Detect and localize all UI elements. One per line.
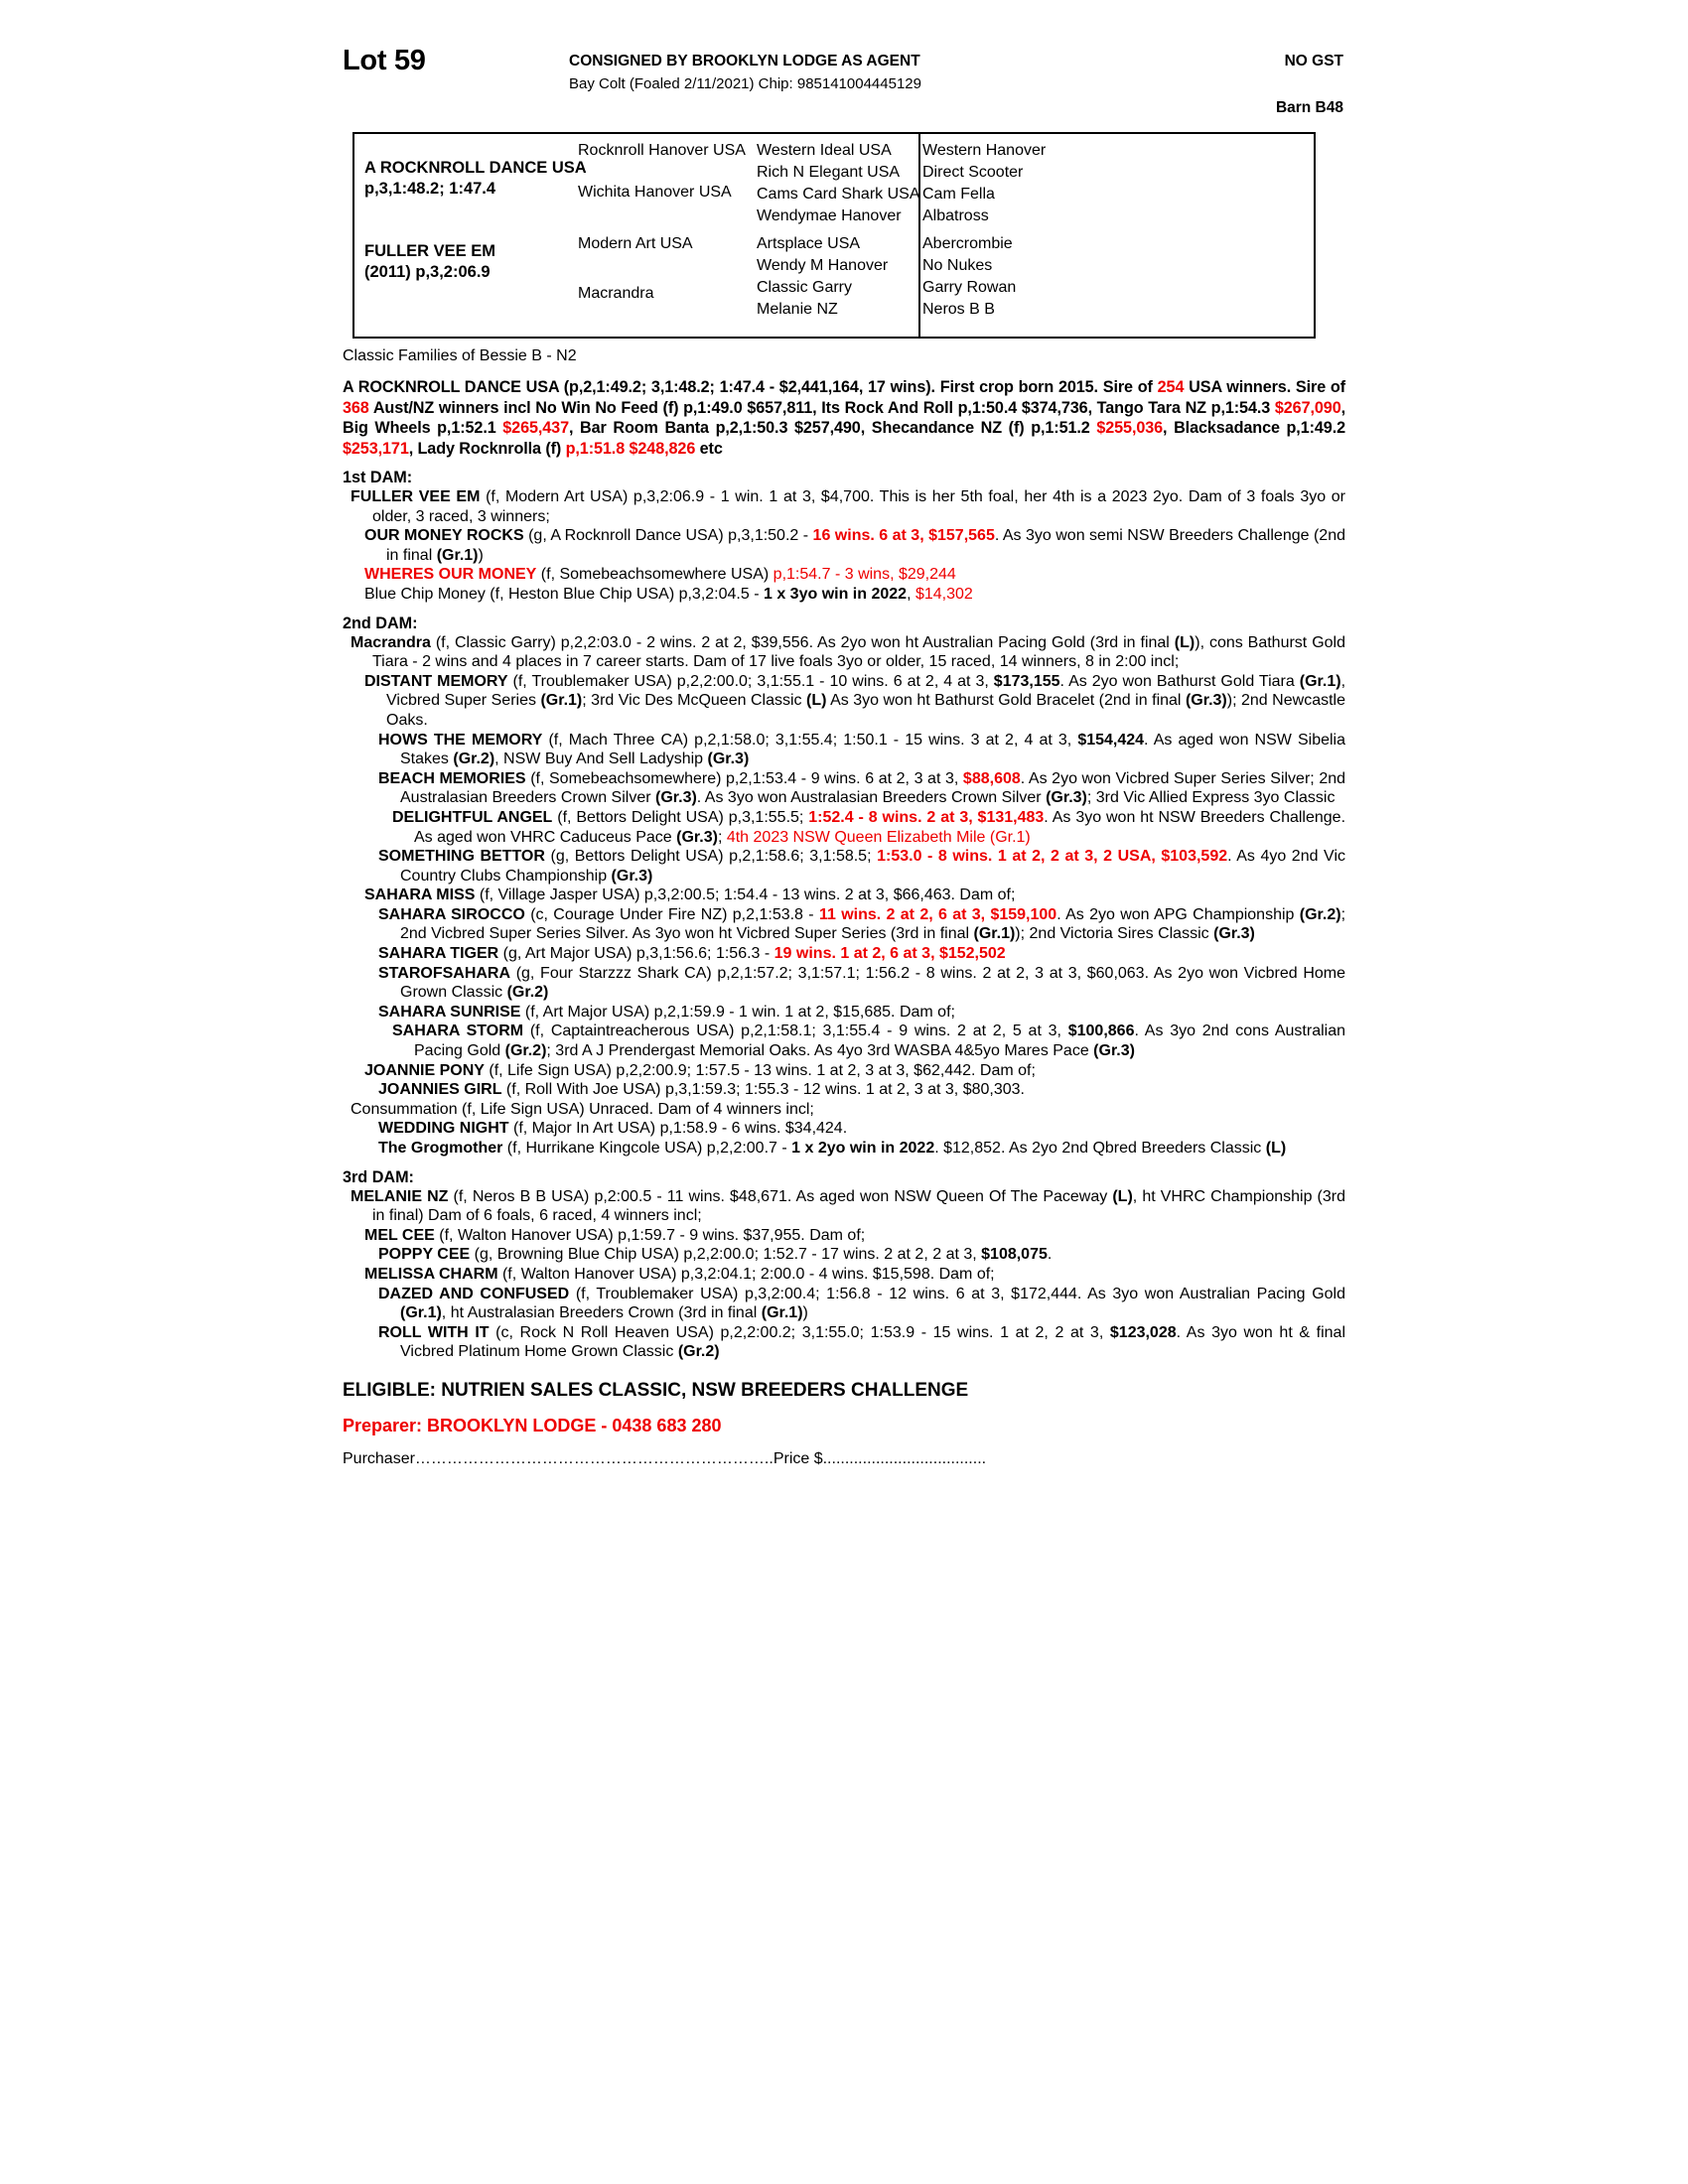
text-run: Blue Chip Money (f, Heston Blue Chip USA) p,3,2:04.5 - [364,585,764,603]
text-run: (Gr.2) [677,1343,720,1361]
pedigree-entry [351,1187,1345,1226]
text-run: POPPY CEE [378,1246,471,1264]
text-run: ; 2nd Vicbred Super Series Silver. As 3yo won ht Vicbred Super Series (3rd in final [400,905,1346,943]
text-run: (Gr.3) [707,751,750,768]
page-header [343,45,1345,124]
text-run: $88,608 [962,769,1021,787]
text-run: (L) [806,692,827,710]
barn-number: Barn B48 [1275,99,1343,116]
pedigree-g3-8: Melanie NZ [757,301,838,318]
text-run: 1 x 2yo win in 2022 [791,1140,935,1157]
text-run: (Gr.1) [540,692,583,710]
text-run: (Gr.3) [676,828,718,846]
text-run: (Gr.3) [1093,1042,1135,1060]
sire-record: p,3,1:48.2; 1:47.4 [364,180,496,198]
text-run: 1:52.4 - 8 wins. 2 at 3, $131,483 [808,808,1045,826]
pedigree-g2-1: Rocknroll Hanover USA [578,142,746,159]
pedigree-g4-6: No Nukes [922,257,993,274]
pedigree-g4-7: Garry Rowan [922,279,1017,296]
text-run: 368 [343,398,369,417]
text-run: . As 3yo won ht NSW Breeders Challenge. As aged won VHRC Caduceus Pace [414,808,1346,846]
pedigree-g2-4: Macrandra [578,285,654,302]
text-run: ); 2nd Newcastle Oaks. [386,692,1345,729]
classic-families: Classic Families of Bessie B - N2 [343,347,577,364]
text-run: . As 3yo won semi NSW Breeders Challenge (2nd in final [386,527,1345,564]
text-run: $255,036 [1096,419,1164,437]
pedigree-entry [378,1323,1345,1362]
text-run: , ht Australasian Breeders Crown (3rd in final [441,1304,762,1322]
text-run: (L) [1112,1187,1133,1205]
text-run: (Gr.2) [1299,905,1341,923]
text-run: (c, Courage Under Fire NZ) p,2,1:53.8 - [524,905,819,923]
pedigree-entry [364,585,1345,605]
text-run: (f, Somebeachsomewhere USA) [536,566,774,584]
pedigree-g2-3: Modern Art USA [578,235,693,252]
text-run: , Big Wheels p,1:52.1 [343,398,1345,437]
dam-sections [343,469,1345,1362]
pedigree-table [352,132,1316,339]
pedigree-entry [392,1022,1345,1060]
text-run: SAHARA SUNRISE [378,1003,521,1021]
pedigree-g3-4: Wendymae Hanover [757,207,902,224]
text-run: (Gr.3) [655,789,697,807]
text-run: (Gr.2) [506,984,549,1002]
pedigree-entry [351,633,1345,672]
text-run: . As 2yo won Bathurst Gold Tiara [1059,672,1300,690]
text-run: 19 wins. 1 at 2, 6 at 3, $152,502 [774,945,1006,963]
pedigree-g3-2: Rich N Elegant USA [757,164,901,181]
dam-section-heading: 2nd DAM: [343,614,418,632]
text-run: OUR MONEY ROCKS [364,527,524,545]
text-run: (f, Bettors Delight USA) p,3,1:55.5; [552,808,809,826]
pedigree-entry [378,1139,1345,1159]
text-run: $154,424 [1077,731,1145,749]
pedigree-entry [378,1003,1345,1023]
text-run: SOMETHING BETTOR [378,848,545,866]
pedigree-entry [378,1119,1345,1139]
pedigree-g4-2: Direct Scooter [922,164,1024,181]
text-run: (f, Captaintreacherous USA) p,2,1:58.1; 3,1:55.4 - 9 wins. 2 at 2, 5 at 3, [523,1023,1068,1040]
text-run: (Gr.3) [611,867,653,885]
gst-status: NO GST [1284,53,1343,69]
pedigree-entry [378,964,1345,1003]
pedigree-entry [378,1245,1345,1265]
text-run: . As 3yo won Australasian Breeders Crown Silver [696,789,1047,807]
text-run: HOWS THE MEMORY [378,731,543,749]
pedigree-g4-1: Western Hanover [922,142,1047,159]
text-run: (g, Bettors Delight USA) p,2,1:58.6; 3,1:58.5; [544,848,878,866]
text-run: Aust/NZ winners incl No Win No Feed (f) p,1:49.0 $657,811, Its Rock And Roll p,1:50.4 $374,736, Tango Tara NZ p,1:54.3 [368,398,1275,417]
text-run: (f, Troublemaker USA) p,2,2:00.0; 3,1:55.1 - 10 wins. 6 at 2, 4 at 3, [507,672,994,690]
text-run: . As aged won NSW Sibelia Stakes [400,731,1346,768]
pedigree-g3-3: Cams Card Shark USA [757,186,920,203]
text-run: STAROFSAHARA [378,964,511,982]
text-run: (Gr.1) [973,925,1016,943]
text-run: (f, Classic Garry) p,2,2:03.0 - 2 wins. 2 at 2, $39,556. As 2yo won ht Australian Pacing Gold (3rd in final [430,633,1175,651]
text-run: (L) [1265,1140,1287,1157]
pedigree-entry [364,1061,1345,1081]
text-run: (Gr.1) [400,1304,442,1322]
text-run: ROLL WITH IT [378,1323,490,1341]
text-run: . [1047,1246,1053,1264]
text-run: ), cons Bathurst Gold Tiara - 2 wins and 4 places in 7 career starts. Dam of 17 live foals 3yo or older, 15 raced, 14 winners, 8 in 2:00 incl; [372,633,1345,671]
text-run: (L) [1174,633,1196,651]
text-run: . As 3yo 2nd cons Australian Pacing Gold [414,1023,1346,1060]
text-run: (Gr.1) [761,1304,803,1322]
text-run: p,1:54.7 - 3 wins, $29,244 [773,566,956,584]
pedigree-entry [364,526,1345,565]
text-run: DISTANT MEMORY [364,672,508,690]
text-run: , Vicbred Super Series [386,672,1346,710]
dam-record: (2011) p,3,2:06.9 [364,263,491,281]
text-run: ; 3rd Vic Allied Express 3yo Classic [1086,789,1336,807]
text-run: 254 [1157,378,1185,396]
text-run: FULLER VEE EM [351,488,481,505]
text-run: WHERES OUR MONEY [364,566,537,584]
pedigree-entry [378,731,1345,769]
text-run: , NSW Buy And Sell Ladyship [494,751,708,768]
text-run: MEL CEE [364,1226,435,1244]
text-run: (Gr.3) [1213,925,1255,943]
text-run: (Gr.3) [1185,692,1227,710]
text-run: (f, Major In Art USA) p,1:58.9 - 6 wins. $34,424. [508,1120,848,1138]
text-run: $123,028 [1109,1323,1177,1341]
sire-summary-paragraph [343,377,1345,459]
lot-number: Lot 59 [343,45,426,76]
text-run: (g, Browning Blue Chip USA) p,2,2:00.0; 1:52.7 - 17 wins. 2 at 2, 2 at 3, [470,1246,982,1264]
text-run: Macrandra [351,633,431,651]
text-run: 11 wins. 2 at 2, 6 at 3, $159,100 [818,905,1057,923]
text-run: . $12,852. As 2yo 2nd Qbred Breeders Classic [934,1140,1266,1157]
text-run: DELIGHTFUL ANGEL [392,808,553,826]
text-run: ) [478,546,484,564]
text-run: The Grogmother [378,1140,503,1157]
pedigree-entry [364,1265,1345,1285]
pedigree-entry [364,565,1345,585]
purchaser-line: Purchaser…………………………………………………………..Price $..................................... [343,1449,987,1467]
pedigree-g3-6: Wendy M Hanover [757,257,889,274]
text-run: JOANNIES GIRL [378,1081,502,1099]
pedigree-g3-7: Classic Garry [757,279,853,296]
text-run: Consummation (f, Life Sign USA) Unraced. Dam of 4 winners incl; [351,1100,814,1118]
pedigree-entry [364,672,1345,731]
pedigree-entry [392,808,1345,847]
pedigree-g3-1: Western Ideal USA [757,142,892,159]
text-run: USA winners. Sire of [1184,378,1345,396]
text-run: (f, Mach Three CA) p,2,1:58.0; 3,1:55.4; 1:50.1 - 15 wins. 3 at 2, 4 at 3, [542,731,1078,749]
text-run: $267,090 [1274,398,1341,417]
text-run: 4th 2023 NSW Queen Elizabeth Mile (Gr.1) [726,828,1031,846]
text-run: $100,866 [1067,1023,1135,1040]
sire-name: A ROCKNROLL DANCE USA [364,159,587,177]
text-run: SAHARA SIROCCO [378,905,525,923]
text-run: (f, Walton Hanover USA) p,3,2:04.1; 2:00.0 - 4 wins. $15,598. Dam of; [497,1265,995,1283]
text-run: , [907,585,915,603]
text-run: (Gr.1) [436,546,479,564]
pedigree-entry [364,886,1345,905]
text-run: (f, Life Sign USA) p,2,2:00.9; 1:57.5 - 13 wins. 1 at 2, 3 at 3, $62,442. Dam of; [484,1061,1036,1079]
text-run: ; 3rd A J Prendergast Memorial Oaks. As 4yo 3rd WASBA 4&5yo Mares Pace [546,1042,1094,1060]
dam-section-heading: 3rd DAM: [343,1167,414,1186]
pedigree-g4-8: Neros B B [922,301,995,318]
text-run: SAHARA MISS [364,887,476,904]
pedigree-entry [378,1080,1345,1100]
text-run: (Gr.3) [1046,789,1087,807]
catalogue-sheet [343,45,1345,1468]
text-run: SAHARA TIGER [378,945,499,963]
pedigree-g4-3: Cam Fella [922,186,995,203]
text-run: (g, Four Starzzz Shark CA) p,2,1:57.2; 3,1:57.1; 1:56.2 - 8 wins. 2 at 2, 3 at 3, $60,063. As 2yo won Vicbred Home Grown Classic [400,964,1345,1002]
consignor-line: CONSIGNED BY BROOKLYN LODGE AS AGENT [569,53,920,69]
text-run: $253,171 [343,439,409,458]
text-run: DAZED AND CONFUSED [378,1285,570,1302]
pedigree-entry [378,1285,1345,1323]
pedigree-entry [351,1100,1345,1120]
eligibility-line: ELIGIBLE: NUTRIEN SALES CLASSIC, NSW BREEDERS CHALLENGE [343,1379,969,1401]
text-run: (c, Rock N Roll Heaven USA) p,2,2:00.2; 3,1:55.0; 1:53.9 - 15 wins. 1 at 2, 2 at 3, [489,1323,1110,1341]
text-run: JOANNIE PONY [364,1061,485,1079]
text-run: A ROCKNROLL DANCE USA (p,2,1:49.2; 3,1:48.2; 1:47.4 - $2,441,164, 17 wins). First crop born 2015. Sire of [343,378,1158,396]
text-run: (f, Troublemaker USA) p,3,2:00.4; 1:56.8 - 12 wins. 6 at 3, $172,444. As 3yo won Australian Pacing Gold [569,1285,1345,1302]
text-run: ; [717,828,727,846]
text-run: 1:53.0 - 8 wins. 1 at 2, 2 at 3, 2 USA, $103,592 [877,848,1228,866]
text-run: ; 3rd Vic Des McQueen Classic [582,692,807,710]
text-run: p,1:51.8 $248,826 [565,439,696,458]
text-run: (f, Modern Art USA) p,3,2:06.9 - 1 win. 1 at 3, $4,700. This is her 5th foal, her 4th is a 2023 2yo. Dam of 3 foals 3yo or older, 3 raced, 3 winners; [372,488,1345,525]
text-run: . As 4yo 2nd Vic Country Clubs Championship [400,848,1345,885]
text-run: (Gr.1) [1299,672,1341,690]
pedigree-entry [364,1226,1345,1246]
text-run: (f, Somebeachsomewhere) p,2,1:53.4 - 9 wins. 6 at 2, 3 at 3, [525,769,963,787]
pedigree-entry [351,487,1345,526]
text-run: (g, A Rocknroll Dance USA) p,3,1:50.2 - [523,527,813,545]
text-run: SAHARA STORM [392,1023,524,1040]
text-run: , Lady Rocknrolla (f) [408,439,566,458]
foaling-details: Bay Colt (Foaled 2/11/2021) Chip: 985141004445129 [569,75,921,92]
text-run: (Gr.2) [504,1042,547,1060]
text-run: 16 wins. 6 at 3, $157,565 [812,527,995,545]
text-run: . As 3yo won ht & final Vicbred Platinum Home Grown Classic [400,1323,1345,1361]
text-run: . As 2yo won APG Championship [1056,905,1300,923]
text-run: . As 2yo won Vicbred Super Series Silver; 2nd Australasian Breeders Crown Silver [400,769,1346,807]
text-run: , Bar Room Banta p,2,1:50.3 $257,490, Shecandance NZ (f) p,1:51.2 [568,419,1097,437]
text-run: (Gr.2) [453,751,495,768]
text-run: etc [695,439,723,458]
text-run: ) [802,1304,808,1322]
text-run: $265,437 [502,419,569,437]
text-run: (f, Walton Hanover USA) p,1:59.7 - 9 wins. $37,955. Dam of; [434,1226,866,1244]
text-run: , ht VHRC Championship (3rd in final) Dam of 6 foals, 6 raced, 4 winners incl; [372,1187,1346,1225]
text-run: , Blacksadance p,1:49.2 [1163,419,1345,437]
text-run: (f, Village Jasper USA) p,3,2:00.5; 1:54.4 - 13 wins. 2 at 3, $66,463. Dam of; [475,887,1016,904]
text-run: (g, Art Major USA) p,3,1:56.6; 1:56.3 - [498,945,774,963]
text-run: $14,302 [914,585,973,603]
pedigree-entry [378,847,1345,886]
text-run: ); 2nd Victoria Sires Classic [1015,925,1214,943]
text-run: MELANIE NZ [351,1187,449,1205]
pedigree-entry [378,905,1345,944]
pedigree-entry [378,769,1345,808]
text-run: (f, Art Major USA) p,2,1:59.9 - 1 win. 1 at 2, $15,685. Dam of; [520,1003,955,1021]
text-run: 1 x 3yo win in 2022 [763,585,908,603]
pedigree-g4-4: Albatross [922,207,989,224]
text-run: WEDDING NIGHT [378,1120,509,1138]
text-run: (f, Hurrikane Kingcole USA) p,2,2:00.7 - [502,1140,792,1157]
text-run: $173,155 [993,672,1060,690]
pedigree-entry [378,944,1345,964]
pedigree-g3-5: Artsplace USA [757,235,861,252]
dam-section-heading: 1st DAM: [343,469,413,486]
dam-name: FULLER VEE EM [364,242,496,260]
pedigree-g2-2: Wichita Hanover USA [578,184,732,201]
text-run: (f, Roll With Joe USA) p,3,1:59.3; 1:55.3 - 12 wins. 1 at 2, 3 at 3, $80,303. [501,1081,1025,1099]
text-run: (f, Neros B B USA) p,2:00.5 - 11 wins. $48,671. As aged won NSW Queen Of The Paceway [448,1187,1113,1205]
text-run: $108,075 [981,1246,1048,1264]
text-run: MELISSA CHARM [364,1265,498,1283]
preparer-line: Preparer: BROOKLYN LODGE - 0438 683 280 [343,1415,722,1435]
text-run: As 3yo won ht Bathurst Gold Bracelet (2nd in final [826,692,1186,710]
text-run: BEACH MEMORIES [378,769,526,787]
pedigree-g4-5: Abercrombie [922,235,1013,252]
